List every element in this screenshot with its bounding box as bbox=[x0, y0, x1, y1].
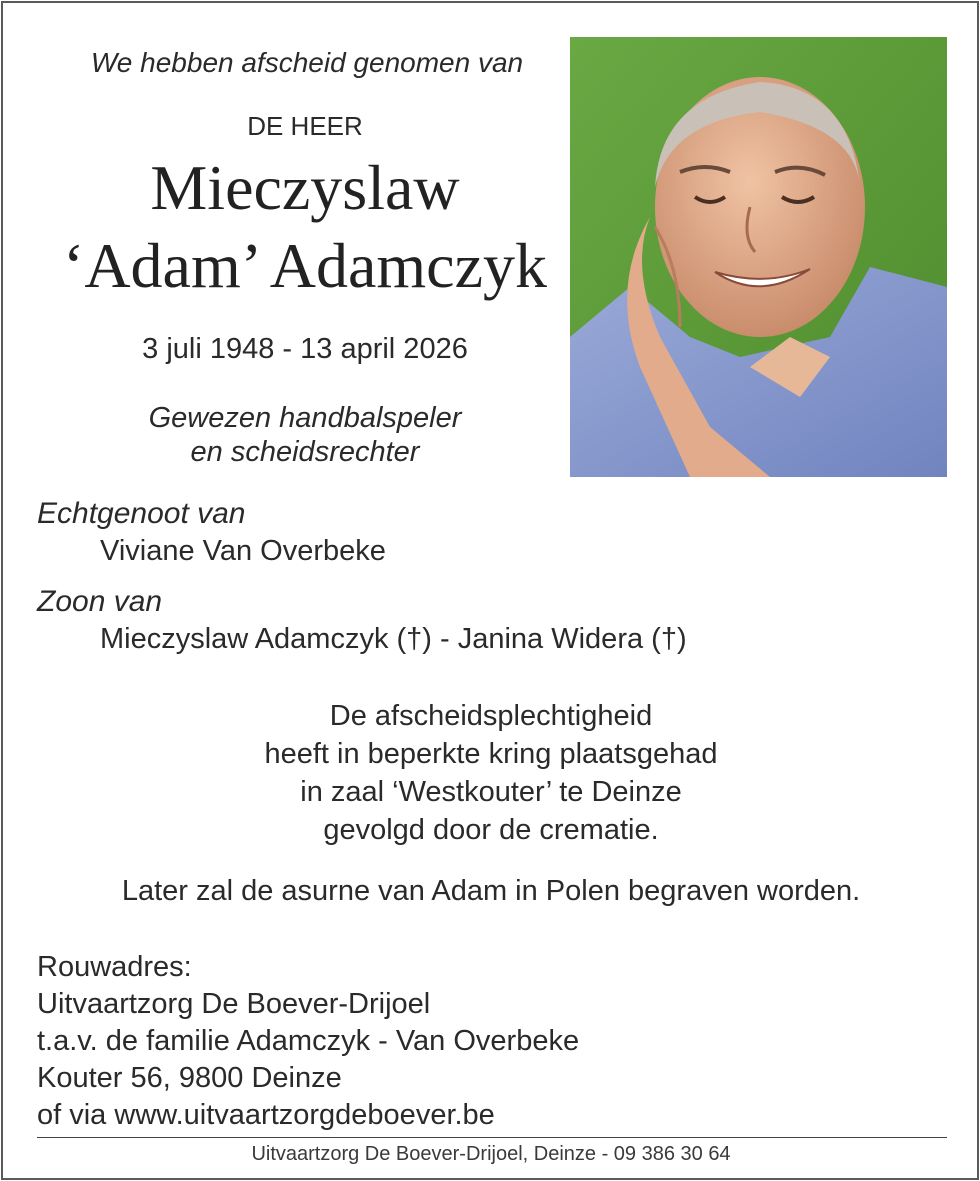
mourning-address bbox=[37, 949, 579, 1134]
ceremony-text bbox=[3, 697, 979, 849]
address-funeral-home: Uitvaartzorg De Boever-Drijoel bbox=[37, 988, 431, 1020]
deceased-first-name: Mieczyslaw bbox=[150, 152, 460, 223]
footer-divider bbox=[37, 1137, 947, 1138]
portrait-illustration bbox=[570, 37, 947, 477]
address-website-link[interactable]: of via www.uitvaartzorgdeboever.be bbox=[37, 1099, 495, 1131]
deceased-full-name: ‘Adam’ Adamczyk bbox=[63, 230, 547, 301]
obituary-card bbox=[1, 1, 979, 1180]
address-street: Kouter 56, 9800 Deinze bbox=[37, 1062, 342, 1094]
ceremony-line-1: De afscheidsplechtigheid bbox=[329, 700, 653, 732]
relation-label-spouse: Echtgenoot van bbox=[37, 497, 246, 530]
portrait-photo bbox=[570, 37, 947, 477]
ceremony-line-3: in zaal ‘Westkouter’ te Deinze bbox=[300, 776, 682, 808]
burial-note: Later zal de asurne van Adam in Polen begraven worden. bbox=[121, 875, 861, 907]
life-dates: 3 juli 1948 - 13 april 2026 bbox=[142, 333, 468, 365]
honorific-title: DE HEER bbox=[247, 111, 363, 141]
address-attention: t.a.v. de familie Adamczyk - Van Overbeke bbox=[37, 1025, 580, 1057]
ceremony-line-2: heeft in beperkte kring plaatsgehad bbox=[264, 738, 718, 770]
footer-contact: Uitvaartzorg De Boever-Drijoel, Deinze - 09 386 30 64 bbox=[251, 1143, 731, 1165]
relation-value-spouse: Viviane Van Overbeke bbox=[100, 535, 386, 567]
relation-value-parents: Mieczyslaw Adamczyk (†) - Janina Widera (†) bbox=[100, 623, 687, 655]
occupation-line-1: Gewezen handbalspeler bbox=[148, 402, 462, 434]
ceremony-line-4: gevolgd door de crematie. bbox=[323, 814, 659, 846]
intro-text: We hebben afscheid genomen van bbox=[90, 47, 524, 78]
occupation bbox=[3, 401, 607, 469]
relation-label-parents: Zoon van bbox=[37, 585, 163, 618]
occupation-line-2: en scheidsrechter bbox=[190, 436, 420, 468]
address-heading: Rouwadres: bbox=[37, 951, 192, 983]
